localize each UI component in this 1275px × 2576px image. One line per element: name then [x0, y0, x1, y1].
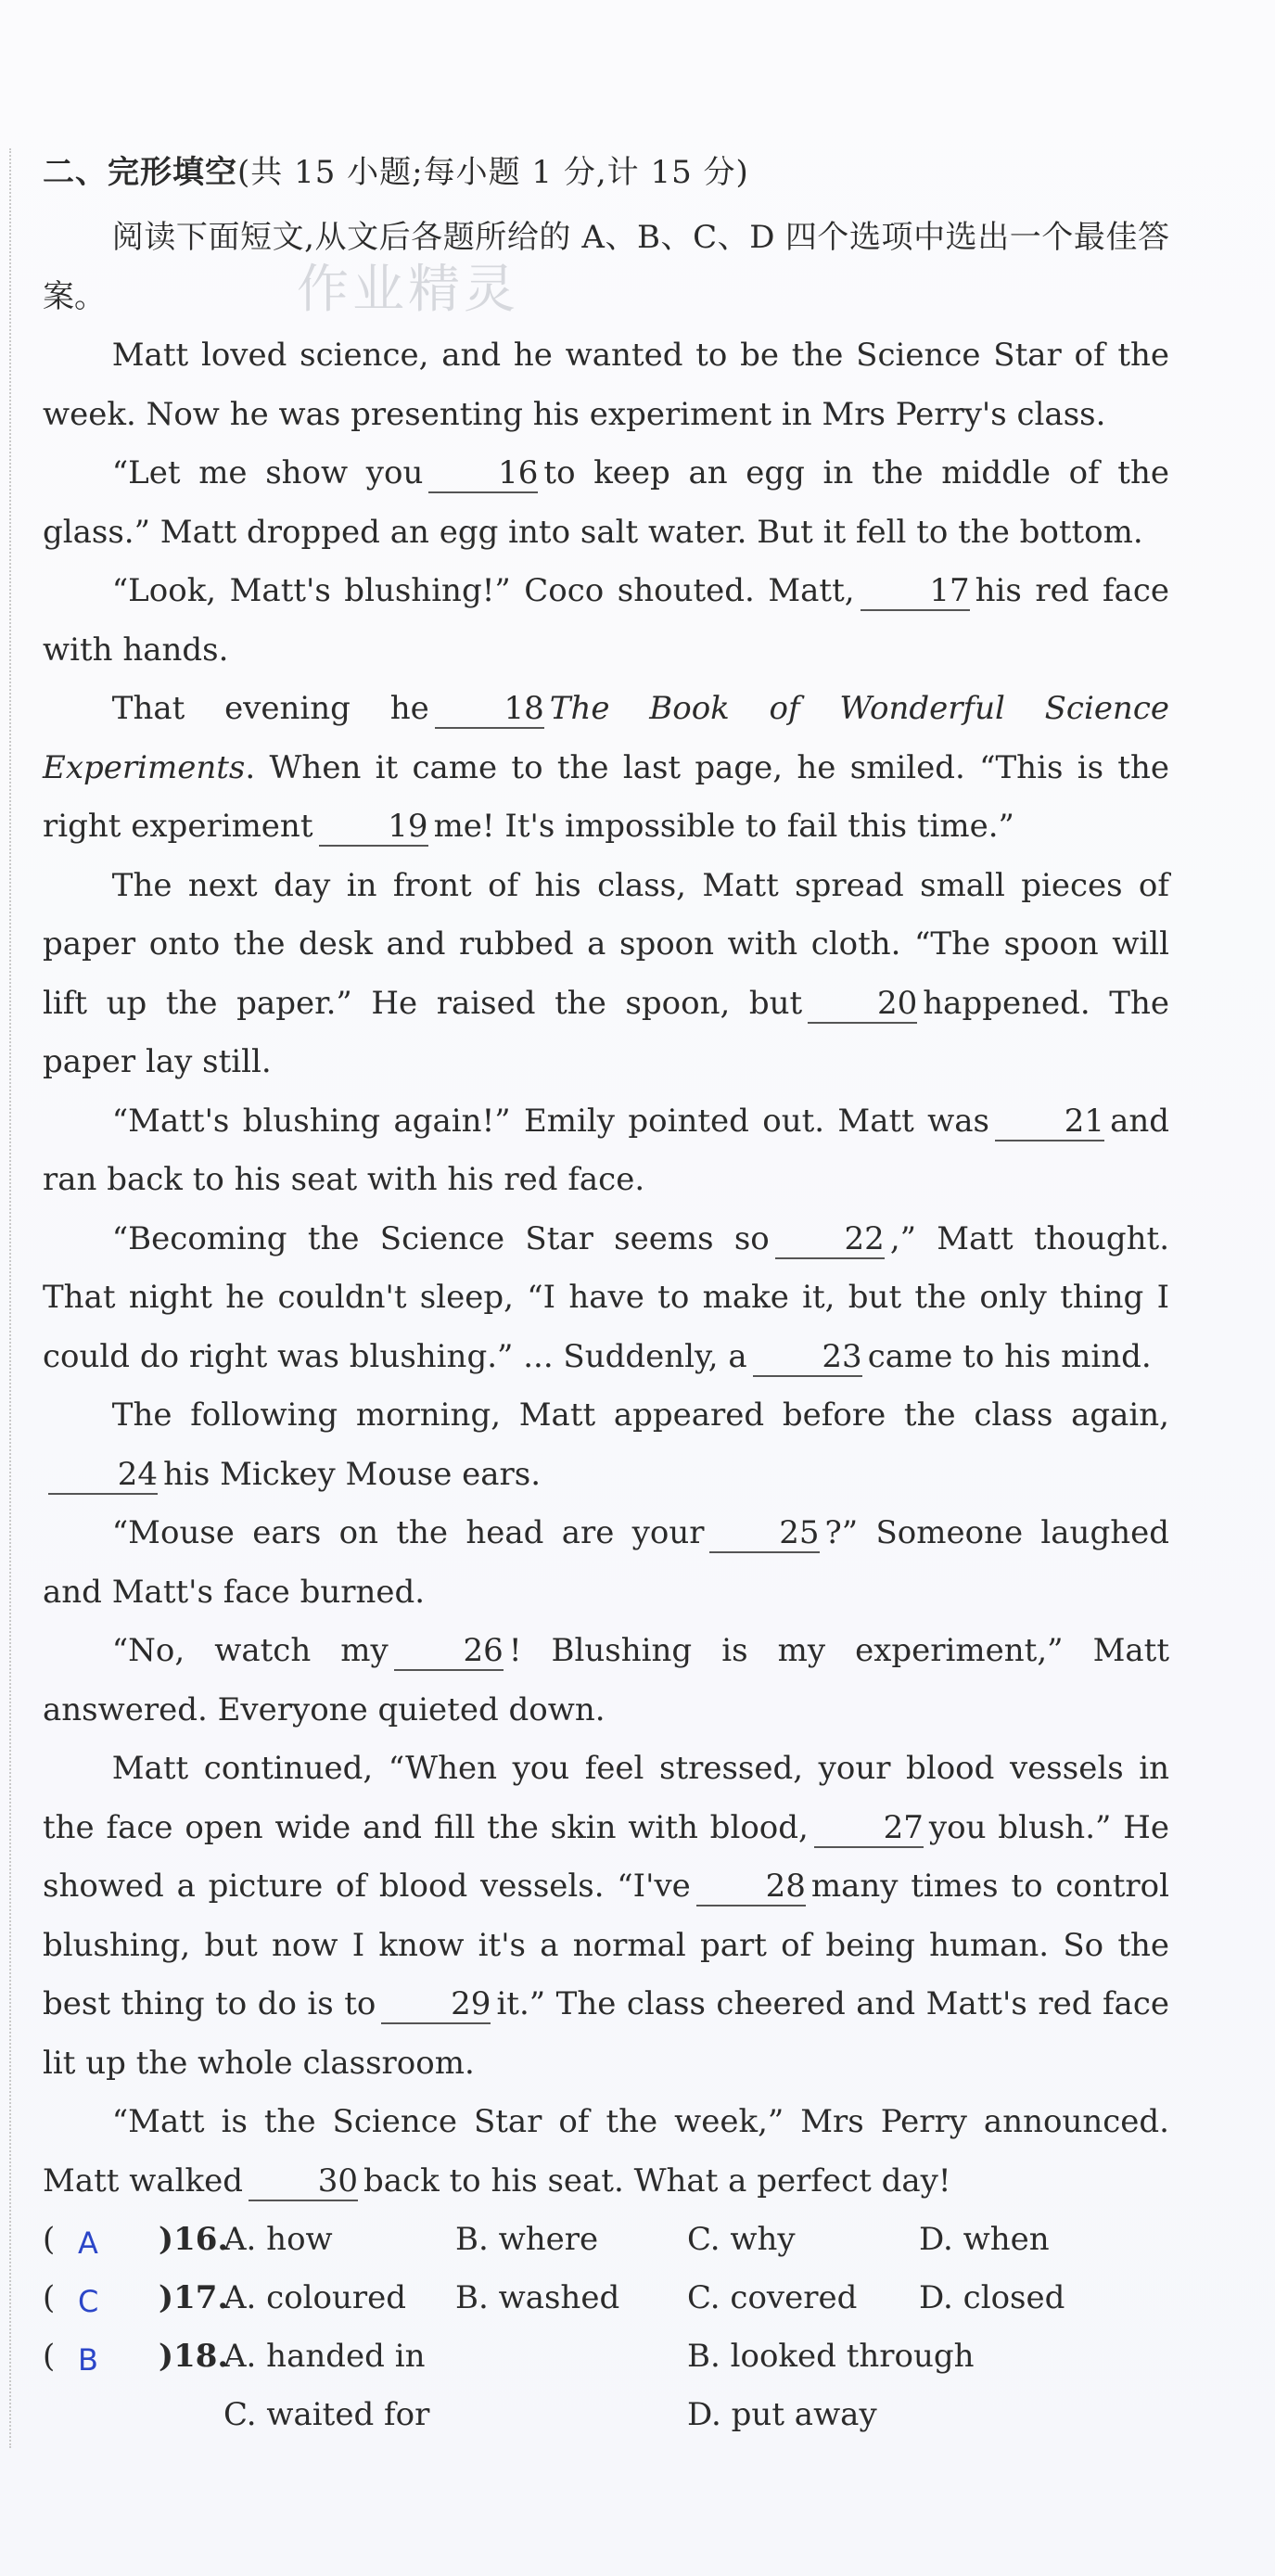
blank-26: 26: [394, 1632, 504, 1671]
text-span: The next day in front of his class, Matt spread small pieces of paper onto the desk and rubbed a spoon with cloth. “The spoon will lift up the paper.” He raised the spoon, but: [43, 866, 1169, 1022]
question-number: )18.: [159, 2338, 229, 2375]
blank-27: 27: [814, 1809, 924, 1848]
text-span: ?” Someone laughed and Matt's face burned.: [43, 1514, 1169, 1611]
option-b: B. looked through: [687, 2338, 975, 2375]
passage-p9: [43, 1504, 1169, 1622]
text-span: it.” The class cheered and Matt's red face lit up the whole classroom.: [43, 1985, 1169, 2082]
handwritten-answer: B: [78, 2342, 98, 2378]
option-d: D. when: [919, 2221, 1050, 2258]
passage-p10: [43, 1622, 1169, 1740]
text-span: ,” Matt thought. That night he couldn't sleep, “I have to make it, but the only thing I could do right was blushing.” ... Suddenly, a: [43, 1219, 1169, 1375]
passage-p5: [43, 857, 1169, 1092]
text-span: “Matt's blushing again!” Emily pointed out. Matt was: [111, 1102, 989, 1140]
section-title: [43, 147, 1169, 192]
paren-open: (: [43, 2221, 56, 2258]
text-span: The following morning, Matt appeared before the class again,: [111, 1396, 1169, 1434]
question-16: [43, 2211, 1169, 2269]
passage-p12: [43, 2093, 1169, 2211]
blank-29: 29: [381, 1985, 491, 2024]
answer-box: [43, 2211, 159, 2269]
question-18-continued: [43, 2386, 1169, 2444]
text-span: “Becoming the Science Star seems so: [111, 1219, 770, 1257]
margin-rule: [9, 148, 11, 2448]
text-span: back to his seat. What a perfect day!: [363, 2162, 951, 2200]
passage-p1: Matt loved science, and he wanted to be the Science Star of the week. Now he was presenting his experiment in Mrs Perry's class.: [43, 337, 1169, 433]
blank-23: 23: [753, 1338, 862, 1377]
handwritten-answer: A: [78, 2225, 98, 2261]
blank-28: 28: [696, 1868, 806, 1906]
blank-16: 16: [428, 454, 538, 493]
text-span: That evening he: [111, 690, 429, 727]
blank-18: 18: [435, 690, 544, 729]
blank-17: 17: [861, 572, 970, 611]
watermark: 作业精灵: [297, 260, 519, 320]
blank-25: 25: [709, 1514, 819, 1553]
option-c: C. covered: [687, 2279, 858, 2316]
option-c: C. why: [687, 2221, 796, 2258]
text-span: “Mouse ears on the head are your: [111, 1514, 705, 1551]
text-span: his red face with hands.: [43, 572, 1169, 669]
passage-p3: [43, 562, 1169, 680]
text-span: you blush.” He showed a picture of blood vessels. “I've: [43, 1808, 1169, 1905]
question-number: )16.: [159, 2221, 229, 2258]
option-b: B. washed: [455, 2279, 620, 2316]
paren-open: (: [43, 2338, 56, 2375]
section-subtitle: (共 15 小题;每小题 1 分,计 15 分): [237, 154, 749, 191]
content: [43, 147, 1169, 2444]
passage-p7: [43, 1210, 1169, 1387]
blank-20: 20: [808, 985, 917, 1024]
handwritten-answer: C: [78, 2284, 99, 2319]
text-span: his Mickey Mouse ears.: [163, 1455, 542, 1493]
option-d: D. put away: [687, 2396, 877, 2433]
option-b: B. where: [455, 2221, 599, 2258]
text-span: and ran back to his seat with his red face.: [43, 1102, 1169, 1198]
passage-p2: [43, 444, 1169, 562]
instructions: 阅读下面短文,从文后各题所给的 A、B、C、D 四个选项中选出一个最佳答案。: [43, 219, 1169, 315]
option-d: D. closed: [919, 2279, 1065, 2316]
passage-p6: [43, 1092, 1169, 1210]
blank-21: 21: [995, 1103, 1104, 1141]
book-title: The Book of Wonderful Science Experiments: [43, 690, 1169, 786]
text-span: “Let me show you: [111, 454, 424, 491]
text-span: . When it came to the last page, he smiled. “This is the right experiment: [43, 748, 1169, 845]
passage-p11: [43, 1740, 1169, 2093]
text-span: to keep an egg in the middle of the glass.” Matt dropped an egg into salt water. But it fell to the bottom.: [43, 454, 1169, 551]
text-span: ! Blushing is my experiment,” Matt answered. Everyone quieted down.: [43, 1632, 1169, 1728]
blank-19: 19: [319, 808, 428, 847]
text-span: me! It's impossible to fail this time.”: [433, 808, 1014, 845]
passage-p4: [43, 680, 1169, 857]
blank-22: 22: [775, 1220, 885, 1259]
passage-p8: [43, 1386, 1169, 1504]
text-span: “Matt is the Science Star of the week,” Mrs Perry announced. Matt walked: [43, 2103, 1169, 2200]
text-span: came to his mind.: [867, 1337, 1152, 1375]
text-span: Matt continued, “When you feel stressed, your blood vessels in the face open wide and fill the skin with blood,: [43, 1750, 1169, 1846]
paren-open: (: [43, 2279, 56, 2316]
answer-box: [43, 2327, 159, 2386]
text-span: “No, watch my: [111, 1632, 389, 1669]
text-span: happened. The paper lay still.: [43, 984, 1169, 1080]
blank-24: 24: [48, 1456, 158, 1495]
text-span: “Look, Matt's blushing!” Coco shouted. Matt,: [111, 572, 855, 609]
question-17: [43, 2269, 1169, 2327]
option-a: A. coloured: [223, 2279, 407, 2316]
question-18: [43, 2327, 1169, 2386]
option-a: A. how: [223, 2221, 333, 2258]
text-span: many times to control blushing, but now I know it's a normal part of being human. So the best thing to do is to: [43, 1868, 1169, 2022]
section-title-label: 二、完形填空: [43, 154, 237, 191]
question-number: )17.: [159, 2279, 229, 2316]
answer-box: [43, 2269, 159, 2327]
option-c: C. waited for: [223, 2396, 430, 2433]
blank-30: 30: [249, 2162, 358, 2201]
option-a: A. handed in: [223, 2338, 426, 2375]
